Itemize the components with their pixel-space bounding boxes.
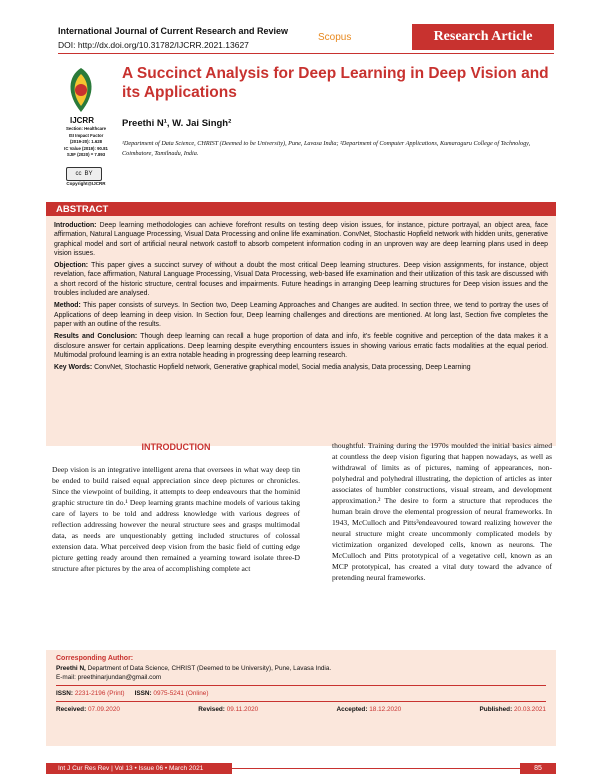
- issn-row: ISSN: 2231-2196 (Print) ISSN: 0975-5241 (Online): [56, 690, 209, 697]
- corr-divider: [56, 685, 546, 686]
- journal-logo-icon: [58, 66, 104, 116]
- scopus-label: Scopus: [318, 32, 352, 43]
- body-column-right: thoughtful. Training during the 1970s moulded the initial basics aimed at countless the deep vision figuring that happen nowadays, as well as withdrawal of limits as of pictures, naming of appearances, non-polyhedral and polyhedral illustrating, the depiction of articles as inter associates of humbler constructions, visual stream, and development approximation.² The desire to form a structure that reproduces the human brain drove the elemental progression of neural frameworks. In 1943, McCulloch and Pitts³endeavoured toward realizing however the neural structure might create uncommonly complicated models by victimization organized developed cells, known as neurons. The McCulloch and Pitts prototypical of a vegetative cell, known as an MCP prototypical, has created a vital duty toward the advance of pretending neural frameworks.: [332, 441, 552, 582]
- header-divider: [58, 53, 554, 54]
- footer-citation: Int J Cur Res Rev | Vol 13 • Issue 06 • March 2021: [46, 763, 232, 774]
- article-type-badge: Research Article: [412, 24, 554, 50]
- copyright-notice: Copyright@IJCRR: [66, 181, 106, 186]
- corresponding-author-box: [46, 650, 556, 746]
- introduction-heading: INTRODUCTION: [141, 442, 211, 452]
- journal-name: International Journal of Current Research and Review: [58, 26, 289, 36]
- affiliations: ¹Department of Data Science, CHRIST (Deemed to be University), Pune, Lavasa India; ²Department of Computer Applications, Kumaraguru College of Technology, Coimbatore, Tamilnadu, India.: [122, 140, 531, 157]
- corresponding-author-address: Preethi N, Department of Data Science, CHRIST (Deemed to be University), Pune, Lavasa India.: [56, 665, 332, 672]
- authors: Preethi N¹, W. Jai Singh²: [122, 118, 232, 129]
- dates-row: Received: 07.09.2020 Revised: 09.11.2020 Accepted: 18.12.2020 Published: 20.03.2021: [56, 706, 546, 713]
- body-column-left: Deep vision is an integrative intelligent arena that oversees in what way deep tin be ended to build raised equal appreciation since deep pictures or chronicles. Since the viewpoint of building, it attempts to deep endeavours that the hominid graphic structure tin do.¹ Deep learning grants machine models of various taking care of layers to be told and address knowledge with various degrees of reflection addressing however the neural structure sees and grasps multimodal data, as needs are unquestionably getting included structures of colossal extension data. What perceived deep vision from the basic field of cutting edge picture getting ready around then remained a yearning toward isolate three-D structure after pictures by the area of accomplishing complete act: [52, 465, 300, 573]
- corr-divider: [56, 701, 546, 702]
- doi-link[interactable]: DOI: http://dx.doi.org/10.31782/IJCRR.2021.13627: [58, 40, 249, 50]
- abstract-body: [46, 216, 556, 446]
- abstract-objection: Objection: This paper gives a succinct survey of without a doubt the most critical Deep learning structures. Deep vision assignments, for instance, object revelation, face affirmation, Natural Language Processing, Visual Data Processing, web-based life examination and their utilization of this task are discussed with a short record of the historic structure, central focuses and impairments. Future headings in arranging Deep learning structures for Deep vision issues and the troubles included are analysed.: [54, 262, 548, 298]
- abstract-keywords: Key Words: ConvNet, Stochastic Hopfield network, Generative graphical model, Social media analysis, Data processing, Deep Learning: [54, 364, 471, 372]
- abstract-method: Method: This paper consists of surveys. In Section two, Deep Learning Approaches and Changes are audited. In section three, we tend to portray the uses of Applications of deep learning in deep vision. In Section four, Deep learning challenges and directions are mentioned. At long last, Section five completes the paper with an outline of the results.: [54, 302, 548, 328]
- paper-title: A Succinct Analysis for Deep Learning in Deep Vision and its Applications: [122, 65, 549, 101]
- page-number: 85: [520, 763, 556, 774]
- journal-logo-text: IJCRR: [69, 116, 94, 125]
- abstract-heading: ABSTRACT: [46, 202, 556, 216]
- abstract-introduction: Introduction: Deep learning methodologies can achieve forefront results on testing deep vision issues, for instance, picture portrayal, an object area, face affirmation, Natural Language Processing, Visual Data Processing and online life examination. ConvNet, Stochastic Hopfield network with hidden units, generative graphical model and sort of artificial neural network castoff to absorb competent information coding in an unproven way are deep learning plans used in deep vision issues.: [54, 222, 548, 257]
- corresponding-author-email[interactable]: E-mail: preethinarjundan@gmail.com: [56, 674, 162, 681]
- corresponding-author-heading: Corresponding Author:: [56, 655, 134, 662]
- journal-metrics: Section: Healthcare ISI Impact Factor (2019-20): 1.628 IC Value (2019): 90.81 SJIF (2020) = 7.893: [64, 126, 108, 158]
- creative-commons-icon: cc BY: [66, 167, 102, 181]
- abstract-results: Results and Conclusion: Though deep learning can recall a huge proportion of data and info, it's feeble cognitive and perception of the data makes it a disclosure answer for certain applications. Deep learning despite everything encounters issues in showing various erratic facts modalities at the equal period. Multimodal profound learning is an extra notable heading in progressing deep learning research.: [54, 333, 548, 359]
